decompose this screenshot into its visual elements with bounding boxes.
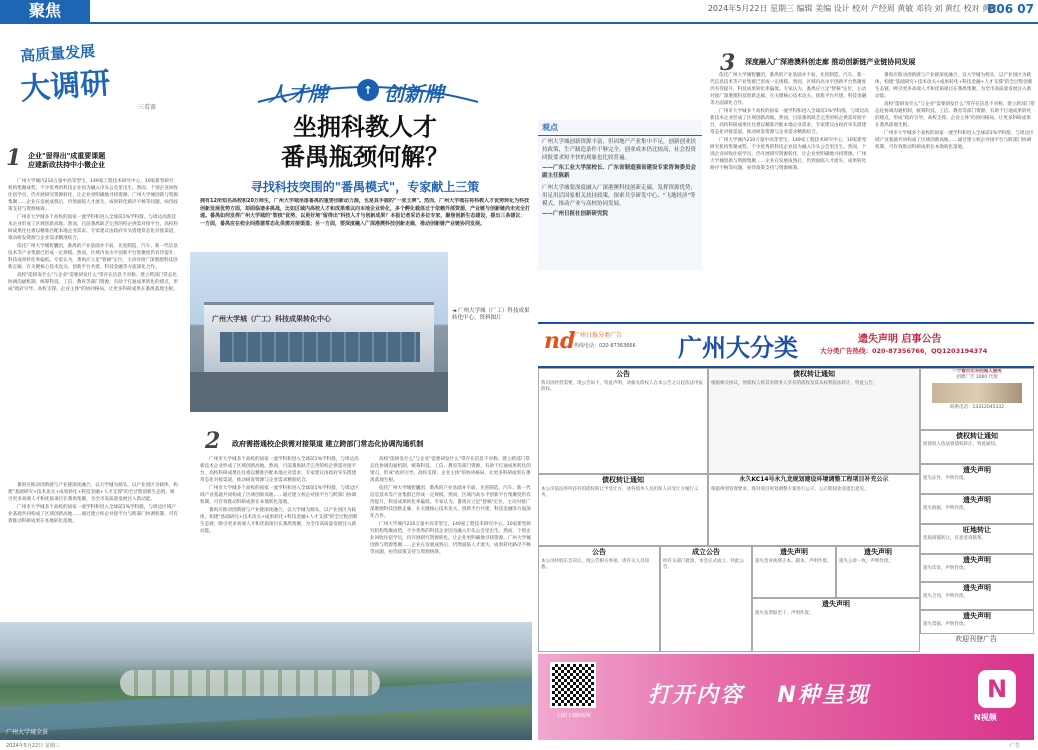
classified-logo-phone: 热线电话：020-87363666 — [574, 343, 636, 349]
opinion-label: 观点 — [538, 120, 702, 136]
right-item-2 — [920, 494, 1034, 524]
cell-2-text: 本公司依法将所持有的债权转让予受让方，请各债务人及担保人向受让方履行义务。 — [541, 487, 699, 498]
cell-8-title: 遗失声明 — [822, 600, 850, 608]
classified-notice-title: 遗失声明 启事公告 — [858, 334, 942, 345]
cell-3-text: 根据规划管理要求，现对项目规划调整方案进行公示，公示期间欢迎提出意见。 — [711, 487, 869, 492]
classified-logo-sub: 广州日报分类广告 — [574, 332, 623, 339]
cell-4-text: 本公司经股东会决议，现公告相关事项，请有关人员知悉。 — [541, 559, 649, 570]
right-top-ad-text2: 招聘广告 1000 代理 — [956, 375, 998, 380]
right-item-1-text: 遗失证件，声明作废。 — [923, 476, 968, 481]
aerial-campus — [120, 670, 380, 696]
section1-title — [28, 152, 178, 170]
right-item-5-text: 遗失合同，声明作废。 — [923, 594, 968, 599]
opinion-quote1-text: 广州大学城创新资源丰富，但因地产产业集中不足，创新创业扶持政策，生产制造条件不够完全，创业成本仍比较高，社会投资回报要求短平快的现象也比较普遍。 — [542, 139, 697, 161]
section-tag: 聚焦 — [0, 0, 90, 22]
section2-title: 政府需搭通校企供需对接渠道 建立跨部门常态化协调沟通机制 — [232, 440, 424, 448]
section1-paragraph-3: 依托广州大学城智囊团，番禺的产业基础并不弱，先进制造、汽车、新一代信息技术等产业集群已形成一定规模。然而，区域内高水平创新平台集聚度仍有待提升，科技成果转化率偏低。专家认为，番禺应立足"智核"定位，主动对接广深港澳科技创新走廊，在关键核心技术攻关、创新平台共建、科技金融等方面深化合作。 — [8, 244, 178, 270]
classified-header — [538, 322, 1034, 368]
brand-line2: 大调研 — [19, 65, 112, 108]
qr-code — [550, 662, 596, 708]
cell-6-title: 遗失声明 — [780, 548, 808, 556]
section3-paragraph-a2: 广州市大学城多个高校的国家一流学科和进入全球前1%学科群，与周边高新技术企业形成了区域创新高地。然而，目前番禺缺乏完善的校企供需对接平台，高校科研成果往往难以精准匹配本地企业需求，专家建议由政府牵头搭建常态化对接渠道，推动研发资源与企业需求精准结合。 — [710, 109, 869, 135]
section3-paragraph-a3: 广州大学城内210万量中高等型宝，149家工程技术研究中心，10家新型研究机构集聚成势，不少优秀的科技企业因为融入巾头公会里出生。然而，个别企业回收住宿学员，仍开展研究资源转化，让企业更明确地寻找资源。广州大学城创新与资源集聚……企业在发展成熟后，仍然面临人才流失、成果转化路径不畅等问题，亟待政策支持与资源统筹。 — [710, 138, 867, 171]
section3-paragraph-b2: 高校"能研发什么"与企业"需要研发什么"常存在信息不对称。建立跨部门常态化协调沟通机制，统筹科技、工信、教育等部门资源，有助于打通成果转化的堵点，形成"政府引导、高校支撑、企业主体"的协同格局，让更多科研成果在番禺落地生根。 — [875, 102, 1035, 128]
section2-number: 2 — [205, 428, 221, 454]
masthead-info — [708, 3, 998, 14]
ad-slogan-a: 打开内容 — [648, 683, 745, 708]
classified-grid — [538, 368, 918, 650]
right-top-ad-image — [932, 383, 1022, 403]
section3-paragraph-b3: 广州市大学城多个高校的国家一流学科和进入全球前1%学科群，与周边区域产业基础共同构成了区域创新高地……通过建立校企对接平台与跨部门协调机制，可有效推动科研成果在本地转化落地。 — [875, 131, 1034, 150]
ad-slogan — [648, 678, 870, 709]
brand-line1: 高质量发展 — [19, 42, 96, 66]
section2-body-b — [370, 456, 532, 616]
headline-subtitle: 寻找科技突围的"番禺模式"，专家献上三策 — [250, 180, 480, 194]
headline-line2: 番禺瓶颈何解？ — [281, 143, 449, 171]
n-video-brand: N视频 — [974, 713, 997, 722]
section1-title-line1: 企业"留得出"成重要课题 — [28, 152, 106, 160]
right-item-1-title: 遗失声明 — [963, 466, 991, 474]
opinion-source1: ——广东工业大学原校长、广东省制造强省建设专家咨询委员会副主任陈新 — [542, 165, 697, 179]
ad-slogan-b: N种呈现 — [777, 683, 870, 708]
section2-paragraph-a: 广州市大学城多个高校的国家一流学科和进入全球前1%学科群，与周边高新技术企业形成了区域创新高地。然而，目前番禺缺乏完善的校企供需对接平台，高校科研成果往往难以精准匹配本地企业需求，专家建议由政府牵头搭建常态化对接渠道，推动研发资源与企业需求精准结合。 — [200, 457, 359, 483]
right-item-4-text: 遗失印章，声明作废。 — [923, 566, 968, 571]
right-item-6-title: 遗失声明 — [963, 612, 991, 620]
cell-1-text: 根据相关协议，原债权人将其对债务人享有的债权及其从权利依法转让，特此公告。 — [711, 381, 878, 386]
right-item-0 — [920, 430, 1034, 464]
right-item-3 — [920, 524, 1034, 554]
headline-title — [200, 112, 530, 172]
classified-cell-2 — [538, 474, 708, 546]
section2-body-a — [200, 456, 360, 616]
classified-cell-1 — [708, 368, 920, 474]
right-item-4 — [920, 554, 1034, 582]
section2-paragraph-b2: 依托广州大学城智囊团，番禺的产业基础并不弱，先进制造、汽车、新一代信息技术等产业集群已形成一定规模。然而，区域内高水平创新平台集聚度仍有待提升，科技成果转化率偏低。专家认为，番禺应立足"智核"定位，主动对接广深港澳科技创新走廊，在关键核心技术攻关、创新平台共建、科技金融等方面深化合作。 — [370, 486, 531, 519]
cell-0-title: 公告 — [616, 370, 630, 378]
qr-caption: 扫码下载N视频 — [557, 713, 591, 719]
opinion-quote1 — [538, 136, 702, 220]
qr-pattern — [552, 664, 594, 706]
right-top-ad-contact: 联系电话：13312045332 — [950, 405, 1004, 410]
left-col-body-lower — [8, 482, 178, 622]
n-video-mark: N — [986, 675, 1008, 703]
building-glass — [220, 332, 420, 362]
right-item-5 — [920, 582, 1034, 610]
headline-lead — [200, 198, 530, 250]
cell-5-title: 成立公告 — [692, 548, 720, 556]
headline-banner — [248, 72, 488, 108]
section3-paragraph-a: 依托广州大学城智囊团，番禺的产业基础并不弱，先进制造、汽车、新一代信息技术等产业集群已形成一定规模。然而，区域内高水平创新平台集聚度仍有待提升，科技成果转化率偏低。专家认为，番禺应立足"智核"定位，主动对接广深港澳科技创新走廊，在关键核心技术攻关、创新平台共建、科技金融等方面深化合作。 — [710, 73, 867, 106]
right-item-0-text: 原债权人依法将债权转让，特此通知。 — [923, 442, 1000, 447]
section2-paragraph-a3: 番禺应推动创新链与产业链深度融合，以大学城为源头，以产业园区为载体，构建"基础研究+技术攻关+成果转化+科技金融+人才支撑"的全过程创新生态链，吸引更多高端人才和优质项目在番禺集聚，为全市高质量发展注入新动能。 — [200, 508, 358, 534]
opinion-quote2-text: 广州大学城要深度融入广深港澳科技创新走廊，发挥资源优势，用足用活国家相关扶持政策，探索共享研发中心、"飞地经济"等模式，推动产业与高校协同发展。 — [542, 185, 697, 207]
classified-logo — [544, 328, 654, 362]
n-video-logo — [978, 670, 1016, 708]
classified-logo-mark: nd — [544, 328, 576, 354]
page-number: B06 07 — [987, 2, 1034, 16]
cell-5-text: 经有关部门批准，本会正式成立，特此公告。 — [663, 559, 744, 570]
left-col-paragraph-5: 番禺应推动创新链与产业链深度融合，以大学城为源头，以产业园区为载体，构建"基础研究+技术攻关+成果转化+科技金融+人才支撑"的全过程创新生态链，吸引更多高端人才和优质项目在番禺集聚，为全市高质量发展注入新动能。 — [8, 483, 178, 502]
right-item-1 — [920, 464, 1034, 494]
footer-right: 广告 — [1010, 743, 1021, 749]
section1-title-line2: 应建新政扶持中小微企业 — [28, 161, 105, 169]
cell-3-title: 永久KC14号永九龙规划建设环境调整工程项目补充公示 — [739, 476, 889, 483]
cell-4-title: 公告 — [592, 548, 606, 556]
section1-paragraph-4: 高校"能研发什么"与企业"需要研发什么"常存在信息不对称。建立跨部门常态化协调沟通机制，统筹科技、工信、教育等部门资源，有助于打通成果转化的堵点，形成"政府引导、高校支撑、企业主体"的协同格局，让更多科研成果在番禺落地生根。 — [8, 273, 178, 292]
svg-text:↑: ↑ — [363, 84, 373, 97]
banner-suffix: 创新牌 — [384, 82, 444, 106]
headline-photo-caption — [452, 308, 532, 322]
left-col-paragraph-6: 广州市大学城多个高校的国家一流学科和进入全球前1%学科群，与周边区域产业基础共同构成了区域创新高地……通过建立校企对接平台与跨部门协调机制，可有效推动科研成果在本地转化落地。 — [8, 505, 178, 524]
section2-paragraph-b: 高校"能研发什么"与企业"需要研发什么"常存在信息不对称。建立跨部门常态化协调沟通机制，统筹科技、工信、教育等部门资源，有助于打通成果转化的堵点，形成"政府引导、高校支撑、企业主体"的协同格局，让更多科研成果在番禺落地生根。 — [370, 457, 531, 483]
classified-cell-7 — [836, 546, 920, 598]
cell-8-text: 遗失发票联若干，声明作废。 — [755, 611, 814, 616]
right-item-2-title: 遗失声明 — [963, 496, 991, 504]
classified-cell-5 — [660, 546, 752, 652]
photo-arrow-icon: ◄ — [452, 308, 457, 314]
right-item-6 — [920, 610, 1034, 634]
bottom-ad — [538, 654, 1034, 740]
classified-title: 广州大分类 — [678, 334, 798, 362]
opinion-box — [538, 120, 702, 270]
brand-block — [20, 40, 170, 120]
section3-body-a — [710, 72, 870, 312]
section3-number: 3 — [720, 50, 736, 76]
section3-body-b — [875, 72, 1035, 312]
cell-7-title: 遗失声明 — [864, 548, 892, 556]
right-top-ad-text: 一个看百比车的超人服务 — [952, 369, 1002, 374]
cell-1-title: 债权转让通知 — [793, 370, 835, 378]
lead-paragraph: 拥有12所知名高校和20万师生，广州大学城坐落番禺的重要创新动力源，也是其手握的"一张王牌"。然而，广州大学城在将科教人才优势转化为科技创新发展优势方面，却面临诸多挑战，比如区域内高校人才和成果难以向本地企业转化，多个孵化载体过于依赖外部资源，产业链与创新链尚未完全打通。番禺如何发挥广州大学城的"智核"优势，以更好地"留得出"科技人才与创新成果？本报记者采访多位专家，聚焦创新生态建设，提出三条建议：一方面，番禺应在校企间搭建常态化供需对接渠道；另一方面，要深度融入广深港澳科技创新走廊，推动创新链产业链协同发展。 — [200, 198, 530, 227]
brand-sub: 三看赛 — [138, 104, 157, 111]
right-item-2-text: 遗失收据，声明作废。 — [923, 506, 968, 511]
right-item-4-title: 遗失声明 — [963, 556, 991, 564]
classified-cell-8 — [752, 598, 920, 652]
section1-body — [8, 178, 178, 478]
building-sign: 广州大学城（广工）科技成果转化中心 — [212, 315, 331, 323]
right-col-footer: 欢迎刊登广告 — [955, 635, 997, 643]
section3-paragraph-b: 番禺应推动创新链与产业链深度融合，以大学城为源头，以产业园区为载体，构建"基础研究+技术攻关+成果转化+科技金融+人才支撑"的全过程创新生态链，吸引更多高端人才和优质项目在番禺集聚，为全市高质量发展注入新动能。 — [875, 73, 1033, 99]
cell-7-text: 遗失公章一枚，声明作废。 — [839, 559, 893, 564]
aerial-photo — [0, 622, 532, 740]
headline-photo-caption-text: 广州大学城（广工）科技成果转化中心。资料图片 — [452, 308, 530, 321]
opinion-source2: ——广州日报社创新研究院 — [542, 211, 609, 217]
classified-cell-4 — [538, 546, 660, 652]
right-item-5-title: 遗失声明 — [963, 584, 991, 592]
headline-line1: 坐拥科教人才 — [293, 113, 437, 141]
right-item-3-text: 优质商铺转让，有意者请联系。 — [923, 536, 986, 541]
footer-left: 2024年5月22日 星期三 — [6, 743, 60, 749]
right-item-0-title: 债权转让通知 — [956, 432, 998, 440]
banner-prefix: 人才牌 — [268, 82, 328, 106]
classified-right-col — [920, 368, 1034, 650]
section1-paragraph-2: 广州市大学城多个高校的国家一流学科和进入全球前1%学科群，与周边高新技术企业形成了区域创新高地。然而，目前番禺缺乏完善的校企供需对接平台，高校科研成果往往难以精准匹配本地企业需求，专家建议由政府牵头搭建常态化对接渠道，推动研发资源与企业需求精准结合。 — [8, 215, 178, 241]
pavement — [190, 372, 448, 412]
classified-notice-phone: 大分类广告热线：020-87356766，QQ1203194374 — [820, 347, 988, 355]
classified-cell-6 — [752, 546, 836, 598]
headline-photo — [190, 252, 448, 412]
right-item-6-text: 遗失票据，声明作废。 — [923, 622, 968, 627]
section3-title: 深度融入广深港澳科创走廊 推动创新链产业链协同发展 — [745, 58, 916, 66]
right-top-ad — [920, 368, 1034, 430]
aerial-photo-caption: 广州大学城全景 — [6, 729, 49, 736]
section2-paragraph-b3: 广州大学城内210万量中高等型宝，149家工程技术研究中心，10家新型研究机构集聚成势，不少优秀的科技企业因为融入巾头公会里出生。然而，个别企业回收住宿学员，仍开展研究资源转化，让企业更明确地寻找资源。广州大学城创新与资源集聚……企业在发展成熟后，仍然面临人才流失、成果转化路径不畅等问题，亟待政策支持与资源统筹。 — [370, 522, 532, 555]
masthead-text: 2024年5月22日 星期三 编辑 美编 设计 校对 产经周 黄敏 邓钧 刘 黄红 校对 黄红 — [707, 4, 998, 13]
classified-cell-0 — [538, 368, 708, 474]
section1-paragraph: 广州大学城内210万量中高等型宝，149家工程技术研究中心，10家新型研究机构集聚成势，不少优秀的科技企业因为融入巾头公会里出生。然而，个别企业回收住宿学员，仍开展研究资源转化，让企业更明确地寻找资源。广州大学城创新与资源集聚……企业在发展成熟后，仍然面临人才流失、成果转化路径不畅等问题，亟待政策支持与资源统筹。 — [8, 179, 178, 212]
section2-paragraph-a2: 广州市大学城多个高校的国家一流学科和进入全球前1%学科群，与周边区域产业基础共同构成了区域创新高地……通过建立校企对接平台与跨部门协调机制，可有效推动科研成果在本地转化落地。 — [200, 486, 359, 505]
cell-2-title: 债权转让通知 — [602, 476, 644, 484]
right-item-3-title: 旺地转让 — [963, 526, 991, 534]
section1-number: 1 — [6, 145, 22, 171]
cell-0-text: 我司因经营需要，现公告如下，特此声明，请相关债权人自本公告之日起依法申报债权。 — [541, 381, 703, 392]
cell-6-text: 遗失营业执照正本、副本，声明作废。 — [755, 559, 832, 564]
classified-cell-3 — [708, 474, 920, 546]
